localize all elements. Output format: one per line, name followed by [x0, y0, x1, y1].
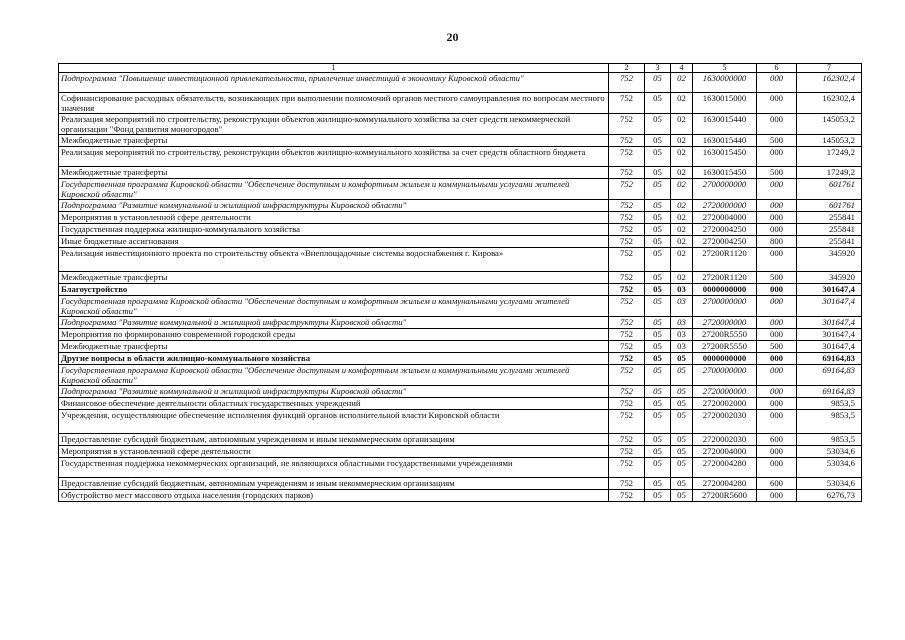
- row-description: Государственная программа Кировской области "Обеспечение доступным и комфортным жильем и коммунальными услугами жителей Кировской области": [59, 179, 609, 200]
- expense-type-code: 000: [757, 446, 797, 458]
- subsection-code: 02: [671, 179, 693, 200]
- table-row: [59, 224, 862, 236]
- row-description: Межбюджетные трансферты: [59, 341, 609, 353]
- table-row: [59, 365, 862, 386]
- ministry-code: 752: [609, 341, 645, 353]
- table-row: [59, 410, 862, 434]
- expense-type-code: 500: [757, 341, 797, 353]
- subsection-code: 05: [671, 458, 693, 478]
- subsection-code: 02: [671, 272, 693, 284]
- row-description: Межбюджетные трансферты: [59, 135, 609, 147]
- subsection-code: 02: [671, 224, 693, 236]
- table-row: [59, 135, 862, 147]
- ministry-code: 752: [609, 353, 645, 365]
- ministry-code: 752: [609, 296, 645, 317]
- table-row: [59, 446, 862, 458]
- table-row: [59, 284, 862, 296]
- row-description: Межбюджетные трансферты: [59, 167, 609, 179]
- amount: 69164,83: [797, 353, 862, 365]
- expense-type-code: 800: [757, 236, 797, 248]
- ministry-code: 752: [609, 224, 645, 236]
- expense-type-code: 000: [757, 114, 797, 135]
- section-code: 05: [645, 147, 671, 167]
- amount: 69164,83: [797, 365, 862, 386]
- expense-type-code: 500: [757, 167, 797, 179]
- section-code: 05: [645, 114, 671, 135]
- subsection-code: 05: [671, 490, 693, 502]
- section-code: 05: [645, 212, 671, 224]
- amount: 255841: [797, 212, 862, 224]
- row-description: Реализация мероприятий по строительству, реконструкции объектов жилищно-коммунального хозяйства за счет средств областного бюджета: [59, 147, 609, 167]
- table-row: [59, 398, 862, 410]
- amount: 145053,2: [797, 135, 862, 147]
- column-header: 4: [671, 64, 693, 73]
- section-code: 05: [645, 224, 671, 236]
- subsection-code: 05: [671, 410, 693, 434]
- expense-type-code: 000: [757, 147, 797, 167]
- ministry-code: 752: [609, 147, 645, 167]
- table-row: [59, 179, 862, 200]
- table-row: [59, 458, 862, 478]
- ministry-code: 752: [609, 365, 645, 386]
- expense-type-code: 000: [757, 353, 797, 365]
- target-article-code: 0000000000: [693, 284, 757, 296]
- section-code: 05: [645, 272, 671, 284]
- table-row: [59, 212, 862, 224]
- target-article-code: 2720004280: [693, 478, 757, 490]
- row-description: Мероприятия в установленной сфере деятельности: [59, 212, 609, 224]
- subsection-code: 02: [671, 147, 693, 167]
- amount: 9853,5: [797, 398, 862, 410]
- amount: 162302,4: [797, 73, 862, 93]
- expense-type-code: 000: [757, 386, 797, 398]
- row-description: Государственная поддержка жилищно-коммунального хозяйства: [59, 224, 609, 236]
- expense-type-code: 500: [757, 135, 797, 147]
- subsection-code: 05: [671, 386, 693, 398]
- target-article-code: 2720002000: [693, 398, 757, 410]
- table-row: [59, 490, 862, 502]
- row-description: Финансовое обеспечение деятельности областных государственных учреждений: [59, 398, 609, 410]
- subsection-code: 02: [671, 73, 693, 93]
- target-article-code: 2700000000: [693, 365, 757, 386]
- ministry-code: 752: [609, 478, 645, 490]
- target-article-code: 1630015000: [693, 93, 757, 114]
- row-description: Подпрограмма "Развитие коммунальной и жилищной инфраструктуры Кировской области": [59, 386, 609, 398]
- subsection-code: 03: [671, 284, 693, 296]
- subsection-code: 05: [671, 365, 693, 386]
- subsection-code: 02: [671, 135, 693, 147]
- section-code: 05: [645, 248, 671, 272]
- ministry-code: 752: [609, 248, 645, 272]
- amount: 145053,2: [797, 114, 862, 135]
- table-row: [59, 317, 862, 329]
- row-description: Учреждения, осуществляющие обеспечение исполнения функций органов исполнительной власти Кировской области: [59, 410, 609, 434]
- section-code: 05: [645, 365, 671, 386]
- table-row: [59, 478, 862, 490]
- target-article-code: 2720004000: [693, 446, 757, 458]
- target-article-code: 1630015450: [693, 147, 757, 167]
- section-code: 05: [645, 135, 671, 147]
- target-article-code: 2720002030: [693, 434, 757, 446]
- amount: 6276,73: [797, 490, 862, 502]
- subsection-code: 02: [671, 212, 693, 224]
- section-code: 05: [645, 284, 671, 296]
- row-description: Государственная программа Кировской области "Обеспечение доступным и комфортным жильем и коммунальными услугами жителей Кировской области": [59, 296, 609, 317]
- ministry-code: 752: [609, 272, 645, 284]
- ministry-code: 752: [609, 386, 645, 398]
- target-article-code: 1630000000: [693, 73, 757, 93]
- target-article-code: 1630015450: [693, 167, 757, 179]
- amount: 17249,2: [797, 147, 862, 167]
- target-article-code: 2720000000: [693, 200, 757, 212]
- target-article-code: 1630015440: [693, 114, 757, 135]
- subsection-code: 02: [671, 200, 693, 212]
- amount: 601761: [797, 179, 862, 200]
- row-description: Государственная программа Кировской области "Обеспечение доступным и комфортным жильем и коммунальными услугами жителей Кировской области": [59, 365, 609, 386]
- expense-type-code: 000: [757, 179, 797, 200]
- ministry-code: 752: [609, 434, 645, 446]
- target-article-code: 2720004250: [693, 236, 757, 248]
- expense-type-code: 000: [757, 458, 797, 478]
- row-description: Подпрограмма "Развитие коммунальной и жилищной инфраструктуры Кировской области": [59, 317, 609, 329]
- section-code: 05: [645, 329, 671, 341]
- section-code: 05: [645, 353, 671, 365]
- ministry-code: 752: [609, 317, 645, 329]
- table-row: [59, 248, 862, 272]
- ministry-code: 752: [609, 179, 645, 200]
- amount: 9853,5: [797, 434, 862, 446]
- target-article-code: 27200R5550: [693, 329, 757, 341]
- section-code: 05: [645, 386, 671, 398]
- expense-type-code: 600: [757, 478, 797, 490]
- target-article-code: 0000000000: [693, 353, 757, 365]
- amount: 53034,6: [797, 478, 862, 490]
- amount: 301647,4: [797, 317, 862, 329]
- table-row: [59, 272, 862, 284]
- target-article-code: 2720004280: [693, 458, 757, 478]
- expense-type-code: 000: [757, 317, 797, 329]
- ministry-code: 752: [609, 200, 645, 212]
- row-description: Подпрограмма "Повышение инвестиционной привлекательности, привлечение инвестиций в экономику Кировской области": [59, 73, 609, 93]
- section-code: 05: [645, 296, 671, 317]
- ministry-code: 752: [609, 458, 645, 478]
- table-row: [59, 147, 862, 167]
- subsection-code: 05: [671, 446, 693, 458]
- subsection-code: 05: [671, 398, 693, 410]
- ministry-code: 752: [609, 398, 645, 410]
- expense-type-code: 000: [757, 93, 797, 114]
- table-row: [59, 386, 862, 398]
- section-code: 05: [645, 200, 671, 212]
- subsection-code: 05: [671, 353, 693, 365]
- ministry-code: 752: [609, 167, 645, 179]
- expense-type-code: 600: [757, 434, 797, 446]
- subsection-code: 05: [671, 434, 693, 446]
- table-row: [59, 329, 862, 341]
- expense-type-code: 000: [757, 329, 797, 341]
- table-row: [59, 296, 862, 317]
- section-code: 05: [645, 317, 671, 329]
- row-description: Межбюджетные трансферты: [59, 272, 609, 284]
- subsection-code: 02: [671, 167, 693, 179]
- section-code: 05: [645, 478, 671, 490]
- expense-type-code: 000: [757, 296, 797, 317]
- subsection-code: 03: [671, 296, 693, 317]
- section-code: 05: [645, 398, 671, 410]
- expense-type-code: 000: [757, 490, 797, 502]
- amount: 301647,4: [797, 329, 862, 341]
- ministry-code: 752: [609, 410, 645, 434]
- page-number: 20: [446, 30, 459, 44]
- row-description: Реализация инвестиционного проекта по строительству объекта «Внеплощадочные системы водоснабжения г. Кирова»: [59, 248, 609, 272]
- section-code: 05: [645, 446, 671, 458]
- expense-type-code: 000: [757, 365, 797, 386]
- table-row: [59, 200, 862, 212]
- section-code: 05: [645, 236, 671, 248]
- target-article-code: 1630015440: [693, 135, 757, 147]
- section-code: 05: [645, 490, 671, 502]
- target-article-code: 2720000000: [693, 386, 757, 398]
- expense-type-code: 000: [757, 248, 797, 272]
- table-row: [59, 434, 862, 446]
- row-description: Мероприятия по формированию современной городской среды: [59, 329, 609, 341]
- expense-type-code: 500: [757, 272, 797, 284]
- column-header: 6: [757, 64, 797, 73]
- row-description: Подпрограмма "Развитие коммунальной и жилищной инфраструктуры Кировской области": [59, 200, 609, 212]
- row-description: Софинансирование расходных обязательств, возникающих при выполнении полномочий органов местного самоуправления по вопросам местного значения: [59, 93, 609, 114]
- expense-type-code: 000: [757, 284, 797, 296]
- amount: 345920: [797, 248, 862, 272]
- amount: 301647,4: [797, 284, 862, 296]
- expense-type-code: 000: [757, 398, 797, 410]
- ministry-code: 752: [609, 114, 645, 135]
- section-code: 05: [645, 179, 671, 200]
- section-code: 05: [645, 410, 671, 434]
- section-code: 05: [645, 341, 671, 353]
- target-article-code: 2720004000: [693, 212, 757, 224]
- amount: 301647,4: [797, 296, 862, 317]
- amount: 69164,83: [797, 386, 862, 398]
- subsection-code: 03: [671, 329, 693, 341]
- subsection-code: 02: [671, 93, 693, 114]
- ministry-code: 752: [609, 236, 645, 248]
- amount: 255841: [797, 224, 862, 236]
- amount: 601761: [797, 200, 862, 212]
- row-description: Реализация мероприятий по строительству, реконструкции объектов жилищно-коммунального хозяйства за счет средств некоммерческой организации "Фонд развития моногородов": [59, 114, 609, 135]
- row-description: Обустройство мест массового отдыха населения (городских парков): [59, 490, 609, 502]
- amount: 345920: [797, 272, 862, 284]
- target-article-code: 2700000000: [693, 179, 757, 200]
- column-header: 1: [59, 64, 609, 73]
- row-description: Благоустройство: [59, 284, 609, 296]
- subsection-code: 02: [671, 114, 693, 135]
- target-article-code: 2720000000: [693, 317, 757, 329]
- target-article-code: 27200R1120: [693, 272, 757, 284]
- table-row: [59, 114, 862, 135]
- amount: 255841: [797, 236, 862, 248]
- section-code: 05: [645, 73, 671, 93]
- amount: 53034,6: [797, 458, 862, 478]
- section-code: 05: [645, 167, 671, 179]
- expense-type-code: 000: [757, 410, 797, 434]
- row-description: Другие вопросы в области жилищно-коммунального хозяйства: [59, 353, 609, 365]
- ministry-code: 752: [609, 135, 645, 147]
- section-code: 05: [645, 458, 671, 478]
- expense-type-code: 000: [757, 73, 797, 93]
- amount: 9853,5: [797, 410, 862, 434]
- row-description: Мероприятия в установленной сфере деятельности: [59, 446, 609, 458]
- amount: 53034,6: [797, 446, 862, 458]
- target-article-code: 2700000000: [693, 296, 757, 317]
- section-code: 05: [645, 434, 671, 446]
- table-row: [59, 341, 862, 353]
- table-row: [59, 236, 862, 248]
- subsection-code: 03: [671, 317, 693, 329]
- amount: 162302,4: [797, 93, 862, 114]
- target-article-code: 2720002030: [693, 410, 757, 434]
- amount: 301647,4: [797, 341, 862, 353]
- expense-type-code: 000: [757, 212, 797, 224]
- expense-type-code: 000: [757, 200, 797, 212]
- ministry-code: 752: [609, 212, 645, 224]
- section-code: 05: [645, 93, 671, 114]
- subsection-code: 02: [671, 236, 693, 248]
- ministry-code: 752: [609, 93, 645, 114]
- ministry-code: 752: [609, 329, 645, 341]
- table-header-row: [59, 64, 862, 73]
- subsection-code: 05: [671, 478, 693, 490]
- ministry-code: 752: [609, 490, 645, 502]
- ministry-code: 752: [609, 73, 645, 93]
- column-header: 5: [693, 64, 757, 73]
- target-article-code: 27200R1120: [693, 248, 757, 272]
- target-article-code: 27200R5550: [693, 341, 757, 353]
- row-description: Иные бюджетные ассигнования: [59, 236, 609, 248]
- expense-type-code: 000: [757, 224, 797, 236]
- subsection-code: 02: [671, 248, 693, 272]
- amount: 17249,2: [797, 167, 862, 179]
- column-header: 7: [797, 64, 862, 73]
- target-article-code: 2720004250: [693, 224, 757, 236]
- row-description: Предоставление субсидий бюджетным, автономным учреждениям и иным некоммерческим организациям: [59, 434, 609, 446]
- column-header: 2: [609, 64, 645, 73]
- ministry-code: 752: [609, 284, 645, 296]
- budget-table: [58, 63, 862, 502]
- row-description: Предоставление субсидий бюджетным, автономным учреждениям и иным некоммерческим организациям: [59, 478, 609, 490]
- target-article-code: 27200R5600: [693, 490, 757, 502]
- table-row: [59, 167, 862, 179]
- ministry-code: 752: [609, 446, 645, 458]
- column-header: 3: [645, 64, 671, 73]
- subsection-code: 03: [671, 341, 693, 353]
- row-description: Государственная поддержка некоммерческих организаций, не являющихся областными государственными учреждениями: [59, 458, 609, 478]
- table-row: [59, 353, 862, 365]
- table-row: [59, 93, 862, 114]
- table-row: [59, 73, 862, 93]
